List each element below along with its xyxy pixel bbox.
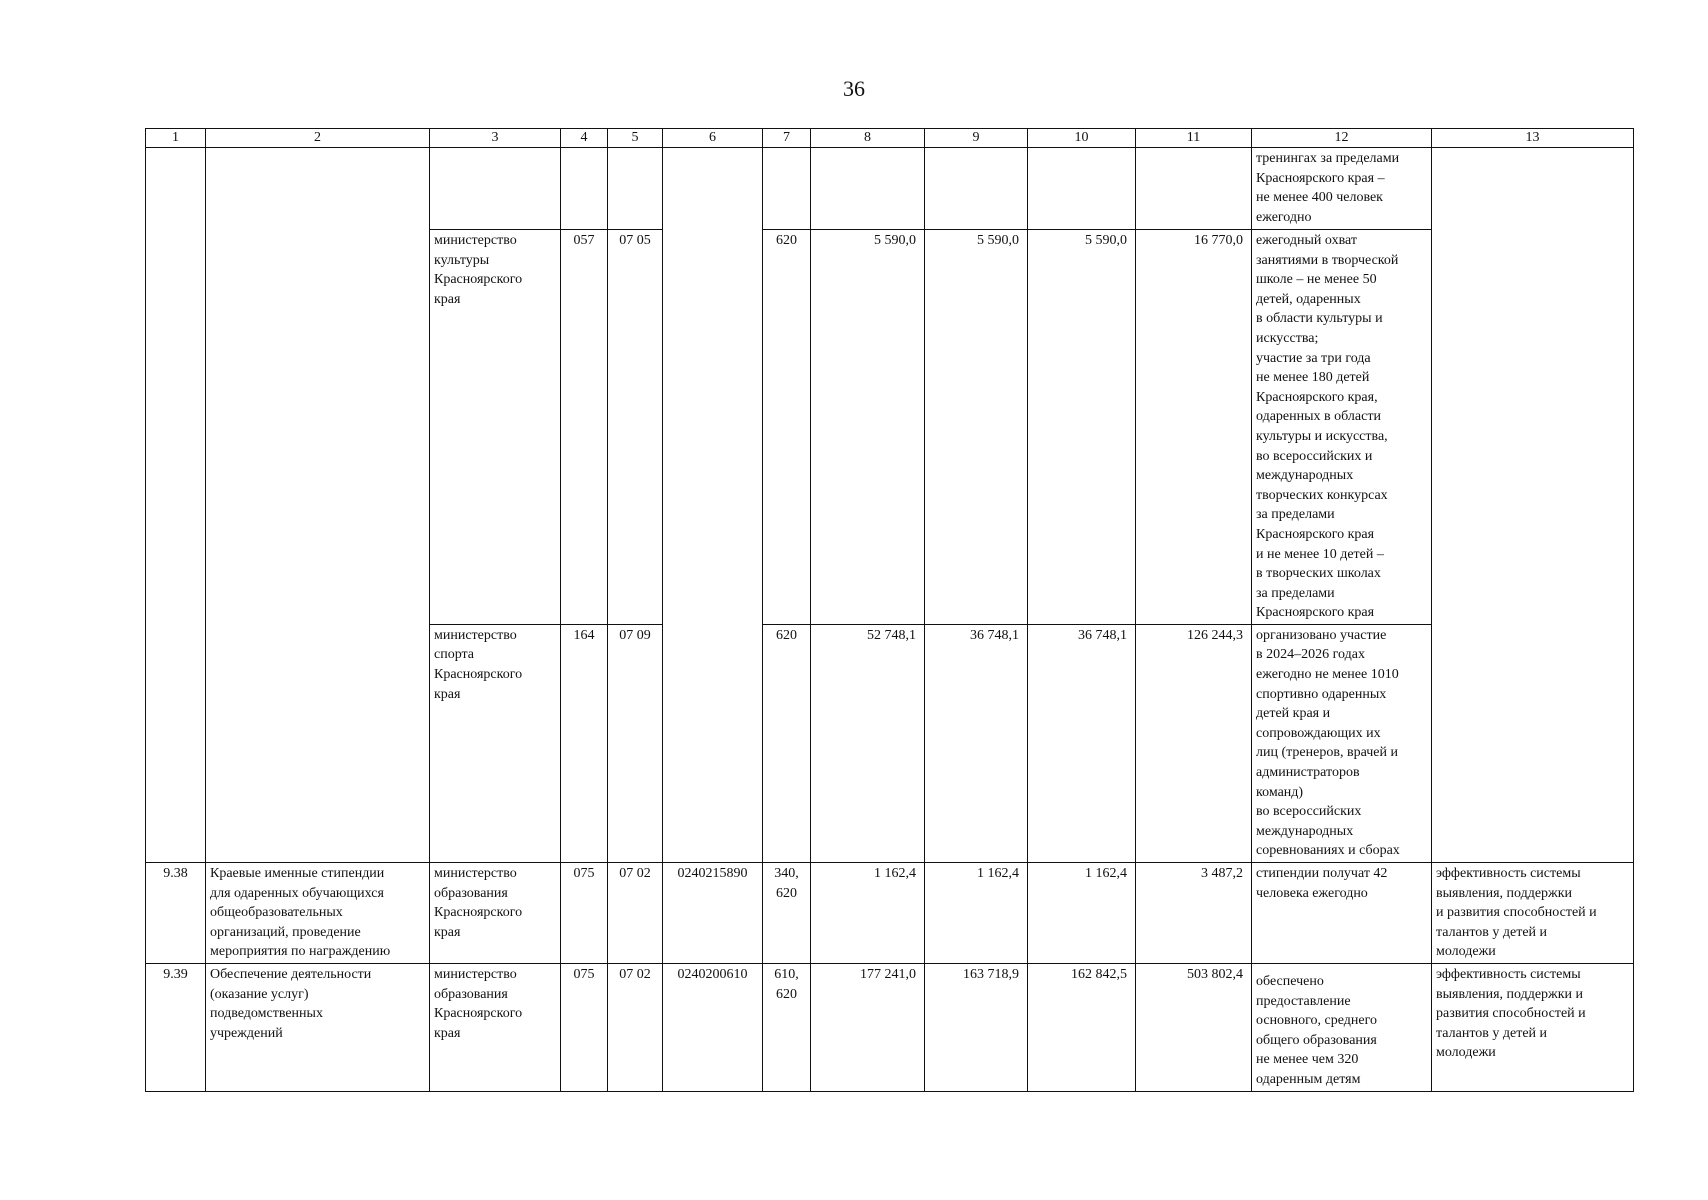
- cell-empty: [608, 148, 663, 230]
- amount-2025-cell: 5 590,0: [925, 230, 1028, 625]
- cell-empty: [430, 148, 561, 230]
- amount-total-cell: 126 244,3: [1136, 624, 1252, 862]
- amount-2024-cell: 5 590,0: [811, 230, 925, 625]
- vr-code-cell: 610, 620: [763, 963, 811, 1091]
- item-name-cell: Обеспечение деятельности (оказание услуг) подведомственных учреждений: [206, 963, 430, 1091]
- amount-2025-cell: 36 748,1: [925, 624, 1028, 862]
- amount-2026-cell: 162 842,5: [1028, 963, 1136, 1091]
- item-name-cell: Краевые именные стипендии для одаренных обучающихся общеобразовательных организаций, проведение мероприятия по награждению: [206, 863, 430, 964]
- page-number: 36: [843, 76, 865, 101]
- cell-empty: [146, 148, 206, 863]
- amount-2025-cell: 163 718,9: [925, 963, 1028, 1091]
- ministry-cell: министерство культуры Красноярского края: [430, 230, 561, 625]
- column-header: 13: [1432, 129, 1634, 148]
- result-cell: обеспечено предоставление основного, среднего общего образования не менее чем 320 одаренным детям: [1252, 963, 1432, 1091]
- result-cell: стипендии получат 42 человека ежегодно: [1252, 863, 1432, 964]
- ministry-cell: министерство образования Красноярского края: [430, 863, 561, 964]
- cell-empty: [561, 148, 608, 230]
- column-header: 10: [1028, 129, 1136, 148]
- cell-empty: [1028, 148, 1136, 230]
- cell-empty: [1432, 148, 1634, 863]
- amount-total-cell: 16 770,0: [1136, 230, 1252, 625]
- section-code-cell: 07 05: [608, 230, 663, 625]
- amount-2026-cell: 36 748,1: [1028, 624, 1136, 862]
- cell-empty: [663, 148, 763, 863]
- cell-empty: [1136, 148, 1252, 230]
- section-code-cell: 07 02: [608, 963, 663, 1091]
- budget-table: [145, 128, 1634, 1092]
- ministry-cell: министерство спорта Красноярского края: [430, 624, 561, 862]
- gr-code-cell: 075: [561, 863, 608, 964]
- item-number-cell: 9.39: [146, 963, 206, 1091]
- amount-2026-cell: 5 590,0: [1028, 230, 1136, 625]
- amount-2024-cell: 1 162,4: [811, 863, 925, 964]
- column-header: 2: [206, 129, 430, 148]
- vr-code-cell: 340, 620: [763, 863, 811, 964]
- amount-2025-cell: 1 162,4: [925, 863, 1028, 964]
- result-cell: ежегодный охват занятиями в творческой школе – не менее 50 детей, одаренных в области культуры и искусства; участие за три года не менее 180 детей Красноярского края, одаренных в области культуры и искусства, во всероссийских и международных творческих конкурсах за пределами Красноярского края и не менее 10 детей – в творческих школах за пределами Красноярского края: [1252, 230, 1432, 625]
- gr-code-cell: 057: [561, 230, 608, 625]
- column-header: 12: [1252, 129, 1432, 148]
- gr-code-cell: 164: [561, 624, 608, 862]
- column-header: 6: [663, 129, 763, 148]
- amount-2024-cell: 52 748,1: [811, 624, 925, 862]
- column-header: 9: [925, 129, 1028, 148]
- cell-empty: [206, 148, 430, 863]
- amount-2024-cell: 177 241,0: [811, 963, 925, 1091]
- result-cell: тренингах за пределами Красноярского края – не менее 400 человек ежегодно: [1252, 148, 1432, 230]
- section-code-cell: 07 02: [608, 863, 663, 964]
- result-cell: организовано участие в 2024–2026 годах ежегодно не менее 1010 спортивно одаренных детей края и сопровождающих их лиц (тренеров, врачей и администраторов команд) во всероссийских международных соревнованиях и сборах: [1252, 624, 1432, 862]
- table-row: [146, 148, 1634, 230]
- indicator-cell: эффективность системы выявления, поддержки и развития способностей и талантов у детей и молодежи: [1432, 963, 1634, 1091]
- column-header: 3: [430, 129, 561, 148]
- column-header: 5: [608, 129, 663, 148]
- amount-total-cell: 503 802,4: [1136, 963, 1252, 1091]
- table-row: [146, 863, 1634, 964]
- column-header: 8: [811, 129, 925, 148]
- section-code-cell: 07 09: [608, 624, 663, 862]
- cell-empty: [811, 148, 925, 230]
- header-row: [146, 129, 1634, 148]
- vr-code-cell: 620: [763, 230, 811, 625]
- csr-code-cell: 0240215890: [663, 863, 763, 964]
- column-header: 4: [561, 129, 608, 148]
- gr-code-cell: 075: [561, 963, 608, 1091]
- item-number-cell: 9.38: [146, 863, 206, 964]
- amount-total-cell: 3 487,2: [1136, 863, 1252, 964]
- vr-code-cell: 620: [763, 624, 811, 862]
- column-header: 7: [763, 129, 811, 148]
- csr-code-cell: 0240200610: [663, 963, 763, 1091]
- table-row: [146, 963, 1634, 1091]
- amount-2026-cell: 1 162,4: [1028, 863, 1136, 964]
- cell-empty: [763, 148, 811, 230]
- ministry-cell: министерство образования Красноярского края: [430, 963, 561, 1091]
- column-header: 1: [146, 129, 206, 148]
- column-header: 11: [1136, 129, 1252, 148]
- indicator-cell: эффективность системы выявления, поддержки и развития способностей и талантов у детей и молодежи: [1432, 863, 1634, 964]
- cell-empty: [925, 148, 1028, 230]
